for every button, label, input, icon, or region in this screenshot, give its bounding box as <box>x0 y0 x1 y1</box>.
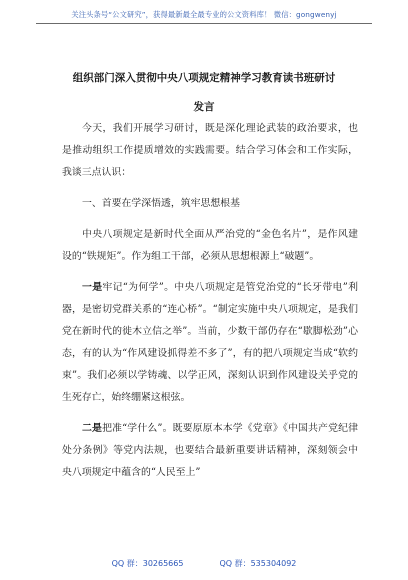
point-1-paragraph <box>62 277 358 409</box>
document-body <box>62 118 358 484</box>
footer-qq-group-1: QQ 群：30265665 <box>111 559 184 568</box>
point-2-lead: 二是 <box>82 423 103 434</box>
section-heading-1: 一、首要在学深悟透，筑牢思想根基 <box>82 198 241 209</box>
intro-paragraph: 今天，我们开展学习研讨，既是深化理论武装的政治要求，也是推动组织工作提质增效的实践需要。结合学习体会和工作实际，我谈三点认识： <box>62 123 358 178</box>
header-wechat-id: gongwenyj <box>296 10 337 19</box>
footer-qq-group-2: QQ 群：535304092 <box>219 559 297 568</box>
paragraph-2: 中央八项规定是新时代全面从严治党的“金色名片”，是作风建设的“铁规矩”。作为组工干部，必须从思想根源上“破题”。 <box>62 229 358 262</box>
page-header <box>0 10 408 20</box>
title-line-1: 组织部门深入贯彻中央八项规定精神学习教育读书班研讨 <box>72 72 336 84</box>
document-title <box>40 64 368 122</box>
point-2-text: 把准“学什么”。既要原原本本学《党章》《中国共产党纪律处分条例》等党内法规，也要结合最新重要讲话精神，深刻领会中央八项规定中蕴含的“人民至上” <box>62 423 358 478</box>
title-line-2: 发言 <box>193 101 215 113</box>
header-divider <box>36 23 372 24</box>
page-footer <box>0 558 408 569</box>
header-notice: 关注头条号“公文研究”，获得最新最全最专业的公文资料库！ 微信： <box>71 10 296 19</box>
point-2-paragraph <box>62 418 358 484</box>
point-1-text: 牢记“为何学”。中央八项规定是管党治党的“长牙带电”利器，是密切党群关系的“连心桥”。“制定实施中央八项规定，是我们党在新时代的徙木立信之举”。当前，少数干部仍存在“歇脚松劲”心态，有的认为“作风建设抓得差不多了”，有的把八项规定当成“软约束”。我们必须以学铸魂、以学正风，深刻认识到作风建设关乎党的生死存亡，始终绷紧这根弦。 <box>62 282 358 403</box>
point-1-lead: 一是 <box>82 282 103 293</box>
